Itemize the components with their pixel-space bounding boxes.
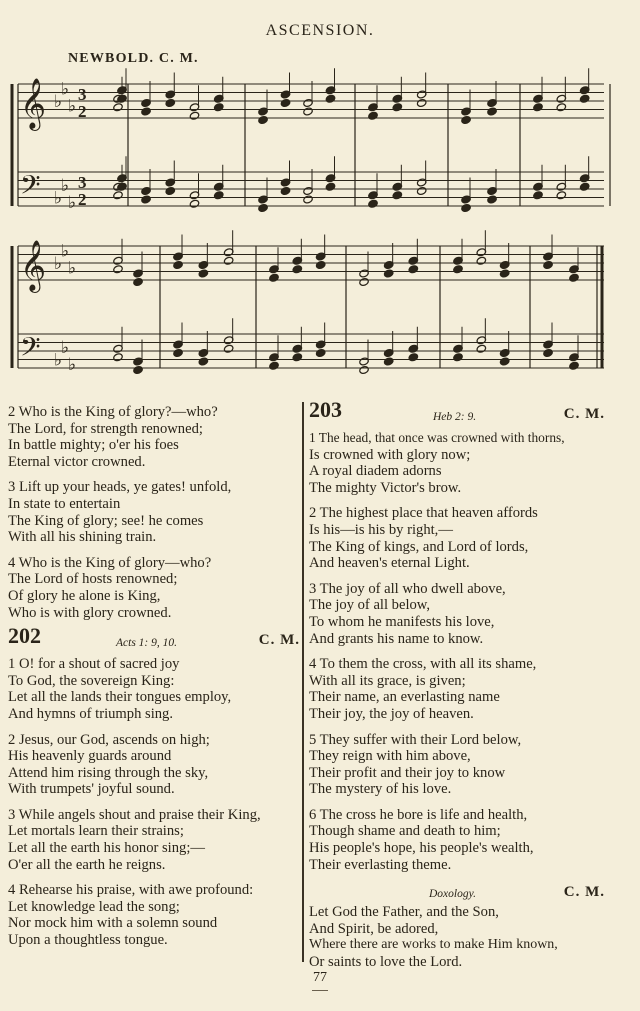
hymn-202-stanzas (8, 656, 300, 949)
verse-line: 4 Who is the King of glory—who? (8, 554, 212, 571)
note-head (359, 277, 369, 286)
verse-line: 1 The head, that once was crowned with thorns, (309, 430, 565, 445)
verse-line: And grants his name to know. (309, 630, 484, 647)
verse-line: 6 The cross he bore is life and health, (309, 806, 528, 823)
note-head (408, 353, 418, 362)
stanza (8, 656, 300, 722)
note-head (383, 269, 393, 278)
verse-line: Their joy, the joy of heaven. (309, 705, 474, 722)
treble-clef-icon: 𝄞 (20, 240, 47, 291)
note-head (461, 115, 471, 124)
time-signature-numerator: 3 (78, 173, 87, 192)
verse-line: 2 Jesus, our God, ascends on high; (8, 731, 210, 748)
note-head (292, 265, 302, 274)
note-head (543, 260, 553, 269)
stanza (8, 732, 300, 798)
page-dash (312, 990, 328, 991)
note-head (325, 94, 335, 103)
right-column (309, 397, 605, 980)
note-head (165, 186, 175, 195)
note-head (499, 269, 509, 278)
time-signature-numerator: 3 (78, 85, 87, 104)
verse-line: Where there are works to make Him known, (309, 937, 558, 953)
hymn-203-header (309, 397, 605, 428)
note-head (292, 353, 302, 362)
note-head (280, 98, 290, 107)
verse-line: The mighty Victor's brow. (309, 479, 462, 496)
note-head (189, 199, 199, 208)
note-head (315, 348, 325, 357)
note-head (392, 103, 402, 112)
flat-sign-icon: ♭ (54, 350, 63, 371)
verse-line: To whom he manifests his love, (309, 613, 495, 630)
note-head (258, 115, 268, 124)
note-head (579, 182, 589, 191)
note-head (165, 98, 175, 107)
stanza (309, 581, 605, 647)
flat-sign-icon: ♭ (54, 188, 63, 209)
verse-line: 3 The joy of all who dwell above, (309, 580, 506, 597)
note-head (461, 203, 471, 212)
hymn-203-stanzas (309, 430, 605, 873)
column-divider (302, 402, 304, 962)
note-head (223, 256, 233, 265)
note-head (198, 357, 208, 366)
verse-line: And heaven's eternal Light. (309, 555, 470, 572)
stanza (309, 732, 605, 798)
bass-clef-icon: 𝄢 (20, 169, 41, 207)
verse-line: His people's hope, his people's wealth, (309, 840, 534, 857)
flat-sign-icon: ♭ (68, 192, 77, 213)
note-head (543, 348, 553, 357)
scripture-reference: Heb 2: 9. (433, 411, 477, 423)
verse-line: With all its grace, is given; (309, 672, 466, 689)
stanza (8, 882, 300, 948)
verse-line: Or saints to love the Lord. (309, 954, 463, 971)
doxology-text (309, 904, 605, 970)
verse-line: 1 O! for a shout of sacred joy (8, 656, 180, 673)
note-head (141, 195, 151, 204)
note-head (113, 103, 123, 112)
page-number: 77 (313, 970, 327, 985)
stanza (8, 479, 300, 545)
verse-line: And hymns of triumph sing. (8, 705, 173, 722)
verse-line: Let God the Father, and the Son, (309, 904, 499, 921)
verse-line: 3 While angels shout and praise their King, (8, 806, 261, 823)
verse-line: Their everlasting theme. (309, 856, 452, 873)
bass-clef-icon: 𝄢 (20, 331, 41, 369)
note-head (569, 273, 579, 282)
note-head (499, 357, 509, 366)
verse-line: Upon a thoughtless tongue. (8, 932, 168, 949)
stanza (8, 404, 300, 470)
note-head (453, 353, 463, 362)
verse-line: Who is with glory crowned. (8, 604, 172, 621)
note-head (258, 203, 268, 212)
verse-line: Their name, an everlasting name (309, 689, 500, 706)
verse-line: His heavenly guards around (8, 748, 172, 765)
note-head (408, 265, 418, 274)
verse-line: Let mortals learn their strains; (8, 823, 184, 840)
verse-line: Of glory he alone is King, (8, 587, 161, 604)
note-head (533, 103, 543, 112)
note-head (487, 195, 497, 204)
verse-line: Let knowledge lead the song; (8, 898, 180, 915)
verse-line: In battle mighty; o'er his foes (8, 437, 179, 454)
flat-sign-icon: ♭ (54, 92, 63, 112)
verse-line: Their profit and their joy to know (309, 764, 506, 781)
time-signature-denominator: 2 (78, 190, 87, 209)
hymn-meter: C. M. (258, 632, 300, 649)
hymn-201-stanzas (8, 404, 300, 621)
note-head (173, 348, 183, 357)
verse-line: And Spirit, be adored, (309, 920, 439, 937)
note-head (476, 344, 486, 353)
note-head (133, 365, 143, 374)
flat-sign-icon: ♭ (61, 241, 70, 262)
note-head (223, 344, 233, 353)
doxology-header (309, 882, 605, 904)
note-head (416, 186, 426, 195)
verse-line: Let all the earth his honor sing;— (8, 840, 205, 857)
note-head (303, 107, 313, 116)
stanza (309, 430, 605, 496)
hymn-number: 203 (309, 397, 342, 422)
verse-line: Nor mock him with a solemn sound (8, 915, 218, 932)
note-head (141, 107, 151, 116)
left-column (8, 404, 300, 958)
section-title: ASCENSION. (265, 22, 375, 39)
stanza (309, 505, 605, 571)
hymn-meter: C. M. (563, 406, 605, 422)
music-score (0, 0, 640, 400)
verse-line: 2 Who is the King of glory?—who? (8, 404, 218, 420)
flat-sign-icon: ♭ (61, 175, 70, 196)
note-head (368, 199, 378, 208)
verse-line: Though shame and death to him; (309, 823, 501, 840)
verse-line: 5 They suffer with their Lord below, (309, 731, 522, 748)
note-head (325, 182, 335, 191)
verse-line: The Lord of hosts renowned; (8, 571, 178, 588)
note-head (368, 111, 378, 120)
note-head (359, 365, 369, 374)
note-head (198, 269, 208, 278)
verse-line: Let all the lands their tongues employ, (8, 689, 232, 706)
verse-line: 4 Rehearse his praise, with awe profound: (8, 882, 254, 899)
flat-sign-icon: ♭ (54, 254, 63, 274)
note-head (173, 260, 183, 269)
flat-sign-icon: ♭ (61, 337, 70, 358)
stanza (8, 555, 300, 621)
verse-line: The King of glory; see! he comes (8, 512, 204, 529)
verse-line: To God, the sovereign King: (8, 672, 175, 689)
note-head (189, 111, 199, 120)
flat-sign-icon: ♭ (68, 354, 77, 375)
time-signature-denominator: 2 (78, 102, 87, 121)
flat-sign-icon: ♭ (68, 258, 77, 279)
note-head (214, 103, 224, 112)
flat-sign-icon: ♭ (61, 79, 70, 100)
note-head (303, 195, 313, 204)
note-head (113, 353, 123, 362)
note-head (453, 265, 463, 274)
verse-line: Is his—is his by right,— (309, 521, 453, 538)
verse-line: With trumpets' joyful sound. (8, 781, 175, 798)
note-head (579, 94, 589, 103)
note-head (383, 357, 393, 366)
verse-line: The Lord, for strength renowned; (8, 420, 203, 437)
verse-line: Is crowned with glory now; (309, 446, 471, 463)
verse-line: The King of kings, and Lord of lords, (309, 538, 529, 555)
tune-name: NEWBOLD. C. M. (68, 51, 199, 66)
verse-line: With all his shining train. (8, 529, 157, 546)
note-head (113, 265, 123, 274)
verse-line: A royal diadem adorns (309, 463, 442, 480)
flat-sign-icon: ♭ (68, 96, 77, 117)
verse-line: In state to entertain (8, 495, 121, 512)
note-head (214, 191, 224, 200)
scripture-reference: Acts 1: 9, 10. (116, 637, 178, 650)
note-head (533, 191, 543, 200)
note-head (133, 277, 143, 286)
note-head (280, 186, 290, 195)
note-head (476, 256, 486, 265)
treble-clef-icon: 𝄞 (20, 78, 47, 129)
hymn-meter: C. M. (563, 884, 605, 901)
hymn-number: 202 (8, 623, 41, 649)
verse-line: 4 To them the cross, with all its shame, (309, 656, 537, 673)
stanza (309, 807, 605, 873)
note-head (416, 98, 426, 107)
verse-line: O'er all the earth he reigns. (8, 856, 166, 873)
note-head (113, 191, 123, 200)
stanza (8, 807, 300, 873)
note-head (392, 191, 402, 200)
note-head (556, 191, 566, 200)
note-head (269, 273, 279, 282)
hymn-202-header (8, 623, 300, 654)
verse-line: Eternal victor crowned. (8, 453, 146, 470)
verse-line: 2 The highest place that heaven affords (309, 505, 538, 522)
doxology-label: Doxology. (429, 888, 476, 901)
verse-line: Attend him rising through the sky, (8, 764, 209, 781)
note-head (269, 361, 279, 370)
verse-line: The joy of all below, (309, 597, 431, 614)
note-head (487, 107, 497, 116)
verse-line: 3 Lift up your heads, ye gates! unfold, (8, 479, 232, 496)
stanza (309, 656, 605, 722)
verse-line: The mystery of his love. (309, 781, 452, 798)
verse-line: They reign with him above, (309, 748, 471, 765)
note-head (556, 103, 566, 112)
note-head (569, 361, 579, 370)
note-head (315, 260, 325, 269)
